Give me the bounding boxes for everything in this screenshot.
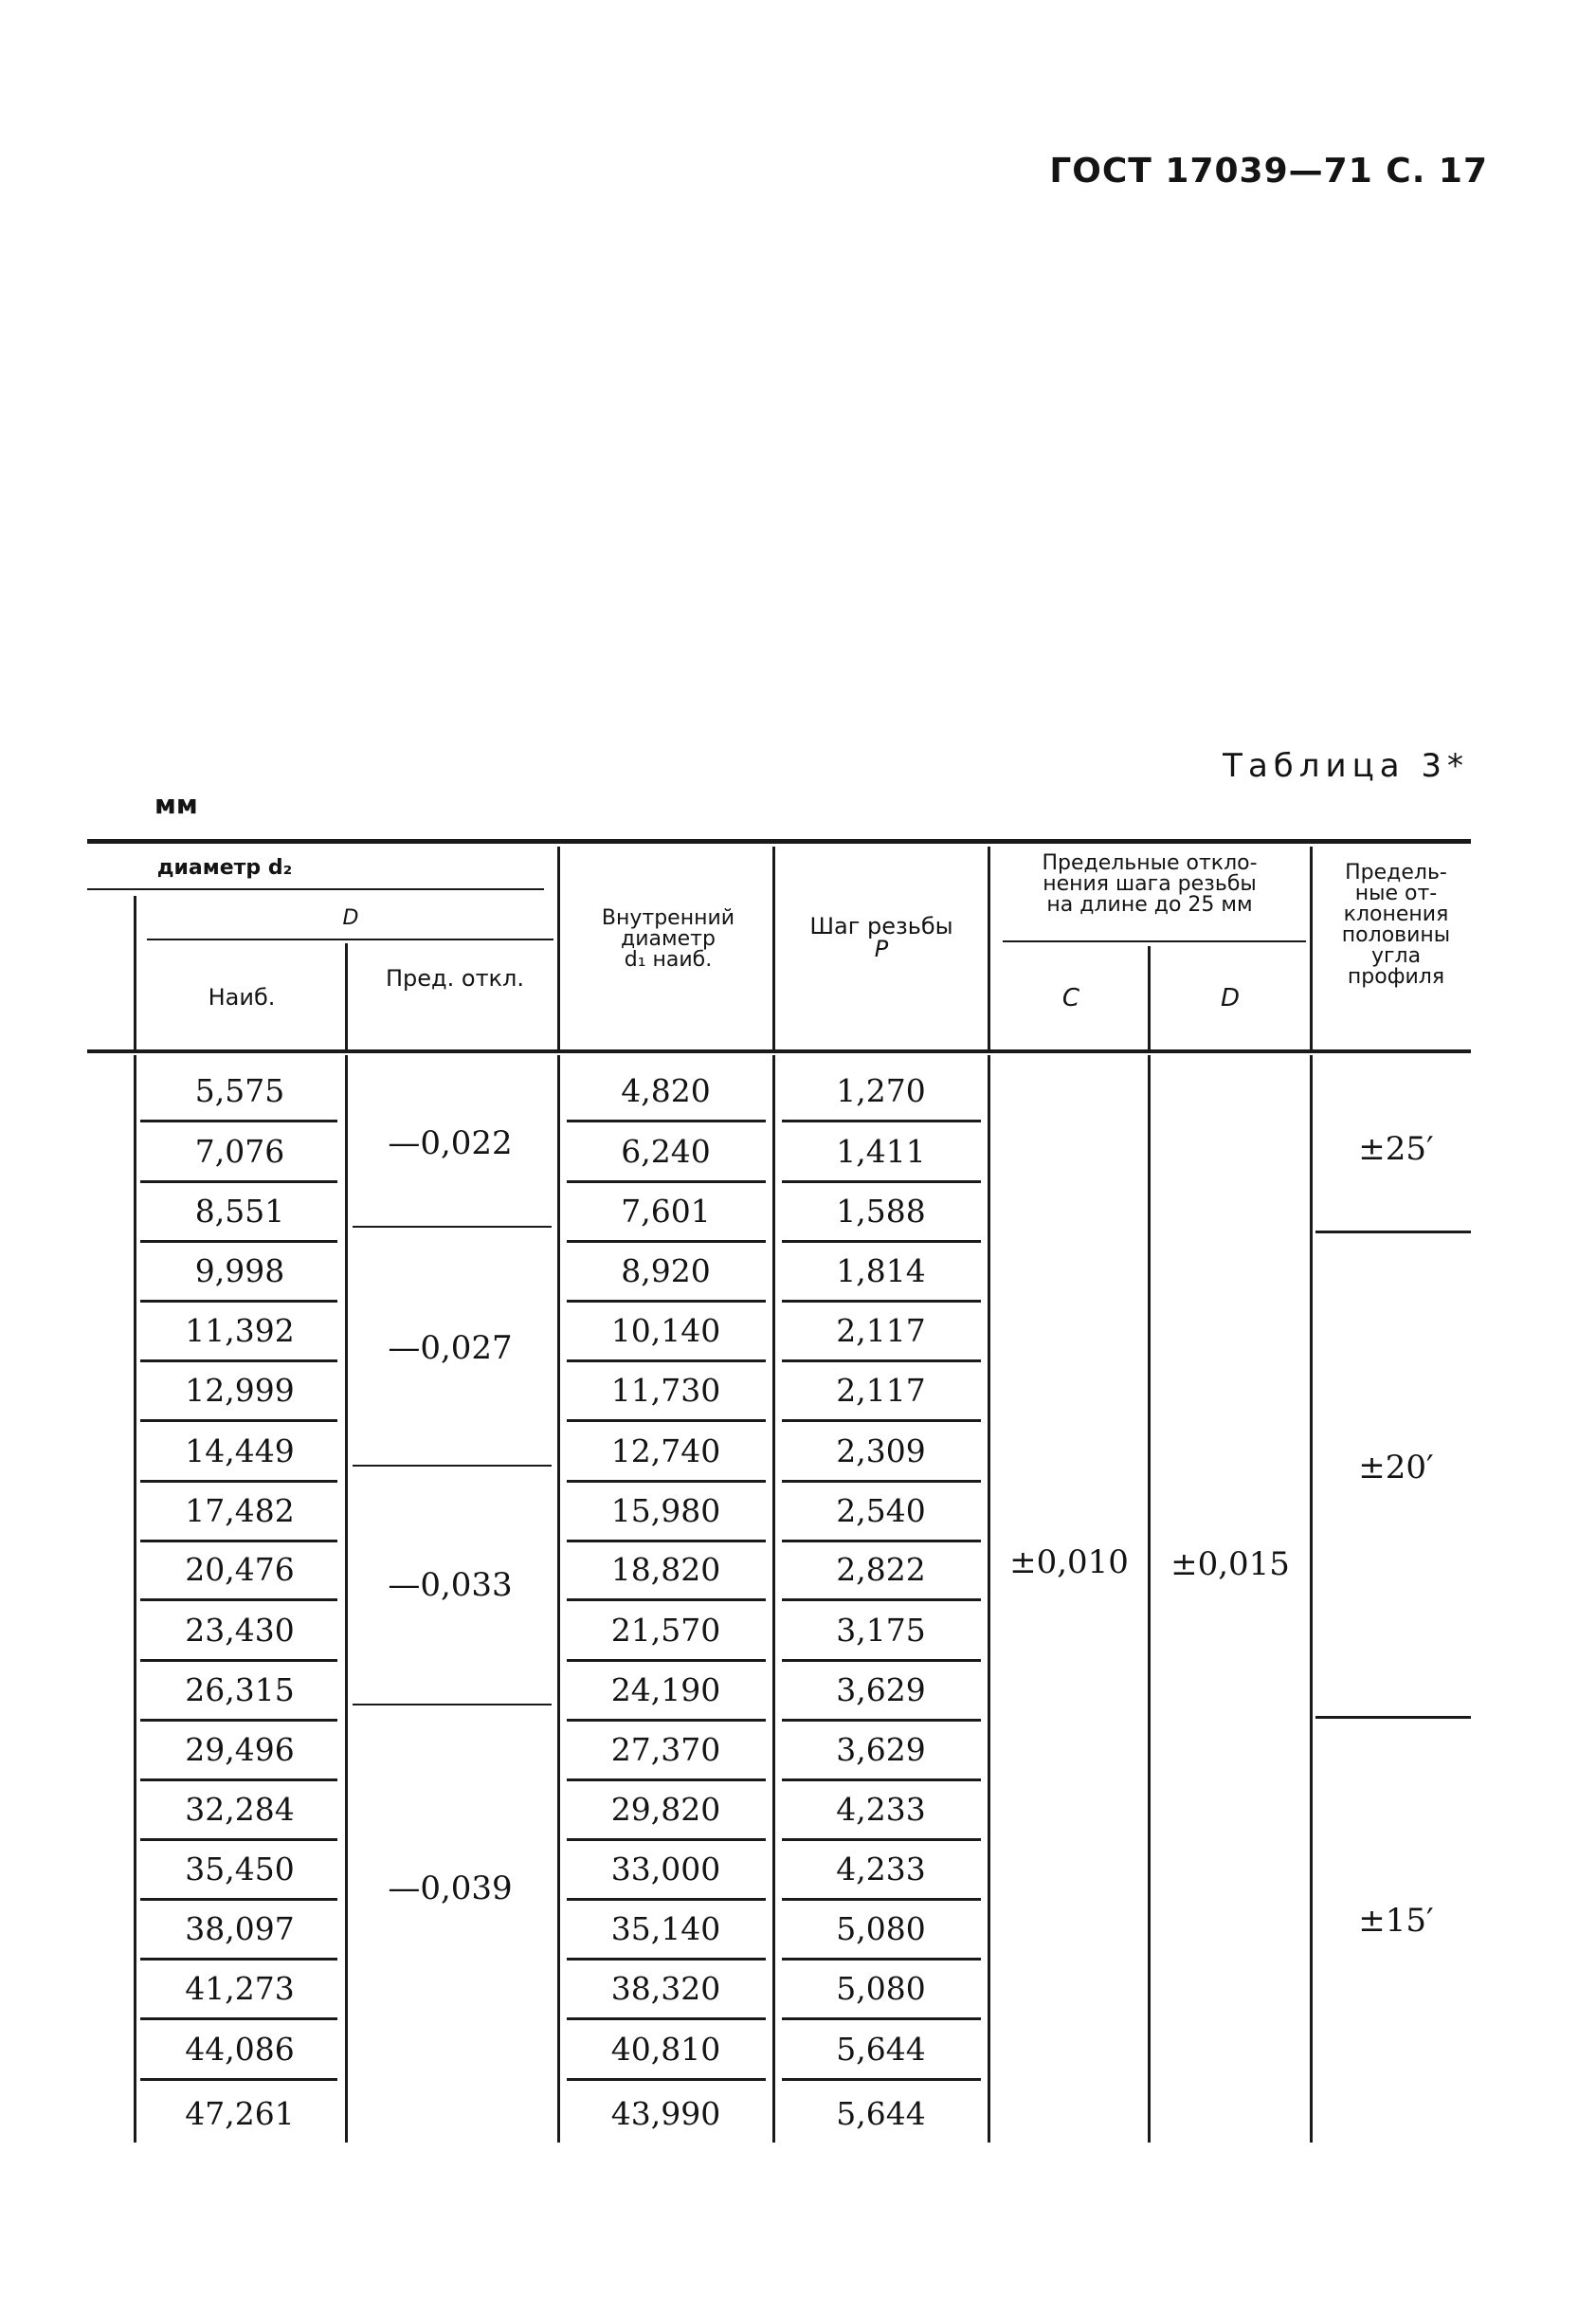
row-rule-pitch (782, 1240, 981, 1243)
cell-pitch: 2,309 (836, 1432, 926, 1469)
header-bottom-rule (87, 1049, 1471, 1053)
cell-pitch: 5,644 (836, 2095, 926, 2132)
group-rule (87, 888, 544, 890)
row-rule-d1 (567, 1719, 766, 1722)
pitch-dev-rule (1003, 940, 1306, 942)
header-pitch (782, 915, 981, 960)
cell-d2: 5,575 (194, 1072, 285, 1109)
row-rule-d2 (140, 1419, 337, 1422)
col-line-5 (988, 847, 990, 1049)
row-rule-pitch (782, 1958, 981, 1961)
row-rule-d1 (567, 1598, 766, 1601)
tolerance-3: —0,033 (388, 1566, 513, 1604)
inner-diameter-l1: Внутренний (601, 906, 735, 930)
body-col-line (134, 1055, 136, 2143)
half-angle-l1: Предель- (1345, 861, 1447, 885)
row-rule-pitch (782, 1659, 981, 1662)
cell-d1: 38,320 (610, 1970, 721, 2007)
row-rule-d2 (140, 2017, 337, 2020)
units-label: мм (154, 789, 198, 820)
col-line-7 (1310, 847, 1313, 1049)
inner-diameter-l3: d₁ наиб. (624, 948, 713, 972)
body-col-line (345, 1055, 348, 2143)
cell-pitch: 1,588 (836, 1193, 926, 1230)
cell-d1: 33,000 (610, 1851, 721, 1888)
cell-d2: 44,086 (185, 2031, 295, 2068)
cell-d1: 8,920 (621, 1252, 711, 1289)
pitch-dev-l1: Предельные откло- (1042, 851, 1258, 875)
cell-pitch: 2,117 (836, 1312, 926, 1349)
cell-d2: 12,999 (185, 1372, 295, 1409)
half-angle-1: ±25′ (1358, 1130, 1434, 1168)
row-rule-d2 (140, 1480, 337, 1483)
cell-d2: 47,261 (185, 2095, 295, 2132)
cell-pitch: 3,629 (836, 1731, 926, 1768)
cell-d2: 8,551 (194, 1193, 285, 1230)
cell-pitch: 3,629 (836, 1671, 926, 1708)
row-rule-d2 (140, 1598, 337, 1601)
cell-pitch: 4,233 (836, 1851, 926, 1888)
row-rule-d2 (140, 2078, 337, 2081)
half-angle-2: ±20′ (1358, 1449, 1434, 1486)
row-rule-d1 (567, 1240, 766, 1243)
row-rule-d2 (140, 1659, 337, 1662)
row-rule-pitch (782, 1540, 981, 1542)
cell-pitch: 5,080 (836, 1910, 926, 1947)
cell-d2: 7,076 (194, 1133, 285, 1170)
row-rule-d2 (140, 1359, 337, 1362)
row-rule-d1 (567, 1659, 766, 1662)
row-rule-d2 (140, 1898, 337, 1901)
row-rule-d1 (567, 1180, 766, 1183)
pitch-dev-l3: на длине до 25 мм (1046, 893, 1253, 917)
page-header: ГОСТ 17039—71 С. 17 (1049, 152, 1488, 191)
body-col-line (772, 1055, 775, 2143)
cell-d1: 11,730 (610, 1372, 721, 1409)
cell-pitch: 3,175 (836, 1612, 926, 1649)
row-rule-d1 (567, 2017, 766, 2020)
cell-d1: 27,370 (610, 1731, 721, 1768)
row-rule-d2 (140, 1180, 337, 1183)
row-rule-pitch (782, 1359, 981, 1362)
header-pred-otkl: Пред. откл. (385, 965, 525, 992)
row-rule-d1 (567, 2078, 766, 2081)
row-rule-pitch (782, 1719, 981, 1722)
header-pitch-dev (993, 853, 1306, 916)
cell-d1: 18,820 (610, 1551, 721, 1588)
half-angle-3: ±15′ (1358, 1902, 1434, 1940)
cell-d1: 40,810 (610, 2031, 721, 2068)
row-rule-d1 (567, 1480, 766, 1483)
header-col-d: D (1220, 984, 1241, 1012)
table-top-rule (87, 839, 1471, 844)
cell-pitch: 2,117 (836, 1372, 926, 1409)
cell-d1: 21,570 (610, 1612, 721, 1649)
cell-d2: 11,392 (185, 1312, 295, 1349)
row-rule-pitch (782, 1180, 981, 1183)
tolerance-group-rule (353, 1704, 552, 1705)
cell-d1: 12,740 (610, 1432, 721, 1469)
row-rule-d1 (567, 1300, 766, 1303)
body-col-line (1148, 1055, 1151, 2143)
row-rule-d2 (140, 1838, 337, 1841)
row-rule-pitch (782, 1120, 981, 1122)
half-angle-group-rule (1315, 1716, 1471, 1719)
header-inner-diameter (569, 908, 768, 971)
cell-d2: 20,476 (185, 1551, 295, 1588)
header-naib: Наиб. (208, 984, 276, 1011)
pitch-dev-d: ±0,015 (1170, 1545, 1290, 1583)
cell-d2: 41,273 (185, 1970, 295, 2007)
cell-pitch: 1,814 (836, 1252, 926, 1289)
cell-d1: 6,240 (621, 1133, 711, 1170)
row-rule-d2 (140, 1120, 337, 1122)
body-col-line (1310, 1055, 1313, 2143)
cell-d1: 10,140 (610, 1312, 721, 1349)
row-rule-d1 (567, 1419, 766, 1422)
cell-d1: 24,190 (610, 1671, 721, 1708)
row-rule-d1 (567, 1540, 766, 1542)
row-rule-d2 (140, 1240, 337, 1243)
col-line-6 (1148, 946, 1151, 1049)
half-angle-group-rule (1315, 1231, 1471, 1233)
cell-d2: 17,482 (185, 1492, 295, 1529)
cell-d2: 32,284 (185, 1791, 295, 1828)
cell-d1: 4,820 (621, 1072, 711, 1109)
tolerance-1: —0,022 (388, 1124, 513, 1162)
header-col-c: C (1061, 984, 1080, 1012)
cell-d1: 29,820 (610, 1791, 721, 1828)
row-rule-d1 (567, 1778, 766, 1781)
pitch-l1: Шаг резьбы (809, 913, 953, 939)
cell-d2: 29,496 (185, 1731, 295, 1768)
cell-pitch: 5,644 (836, 2031, 926, 2068)
row-rule-pitch (782, 2078, 981, 2081)
d-rule (147, 939, 553, 940)
inner-diameter-l2: диаметр (621, 927, 716, 951)
cell-pitch: 1,411 (836, 1133, 926, 1170)
row-rule-pitch (782, 1300, 981, 1303)
cell-pitch: 1,270 (836, 1072, 926, 1109)
row-rule-d1 (567, 1958, 766, 1961)
row-rule-d2 (140, 1958, 337, 1961)
col-line-1 (134, 896, 136, 1049)
row-rule-pitch (782, 1898, 981, 1901)
row-rule-d2 (140, 1778, 337, 1781)
row-rule-d1 (567, 1359, 766, 1362)
tolerance-2: —0,027 (388, 1329, 513, 1367)
row-rule-d1 (567, 1898, 766, 1901)
cell-d2: 23,430 (185, 1612, 295, 1649)
row-rule-d1 (567, 1120, 766, 1122)
header-d: D (342, 906, 359, 930)
header-group-diameter: диаметр d₂ (156, 856, 293, 880)
tolerance-group-rule (353, 1465, 552, 1467)
cell-d2: 38,097 (185, 1910, 295, 1947)
cell-d2: 26,315 (185, 1671, 295, 1708)
row-rule-d2 (140, 1719, 337, 1722)
half-angle-l4: половины (1341, 923, 1451, 947)
cell-d2: 35,450 (185, 1851, 295, 1888)
cell-pitch: 5,080 (836, 1970, 926, 2007)
row-rule-pitch (782, 2017, 981, 2020)
row-rule-pitch (782, 1838, 981, 1841)
cell-d1: 43,990 (610, 2095, 721, 2132)
row-rule-pitch (782, 1480, 981, 1483)
table-label: Таблица 3* (1223, 747, 1469, 785)
body-col-line (988, 1055, 990, 2143)
row-rule-pitch (782, 1778, 981, 1781)
row-rule-d2 (140, 1300, 337, 1303)
cell-d1: 7,601 (621, 1193, 711, 1230)
pitch-dev-c: ±0,010 (1009, 1543, 1129, 1581)
cell-pitch: 4,233 (836, 1791, 926, 1828)
cell-pitch: 2,540 (836, 1492, 926, 1529)
header-half-angle (1315, 863, 1477, 988)
col-line-2 (345, 943, 348, 1049)
row-rule-pitch (782, 1598, 981, 1601)
pitch-dev-l2: нения шага резьбы (1043, 872, 1257, 896)
cell-d2: 9,998 (194, 1252, 285, 1289)
half-angle-l5: угла (1370, 944, 1422, 968)
half-angle-l6: профиля (1347, 965, 1445, 989)
body-col-line (557, 1055, 560, 2143)
row-rule-d2 (140, 1540, 337, 1542)
col-line-4 (772, 847, 775, 1049)
row-rule-pitch (782, 1419, 981, 1422)
tolerance-group-rule (353, 1226, 552, 1228)
pitch-l2: P (874, 936, 889, 962)
half-angle-l2: ные от- (1354, 882, 1438, 905)
row-rule-d1 (567, 1838, 766, 1841)
half-angle-l3: клонения (1343, 903, 1449, 926)
cell-d2: 14,449 (185, 1432, 295, 1469)
cell-pitch: 2,822 (836, 1551, 926, 1588)
tolerance-4: —0,039 (388, 1869, 513, 1907)
cell-d1: 15,980 (610, 1492, 721, 1529)
col-line-3 (557, 847, 560, 1049)
cell-d1: 35,140 (610, 1910, 721, 1947)
